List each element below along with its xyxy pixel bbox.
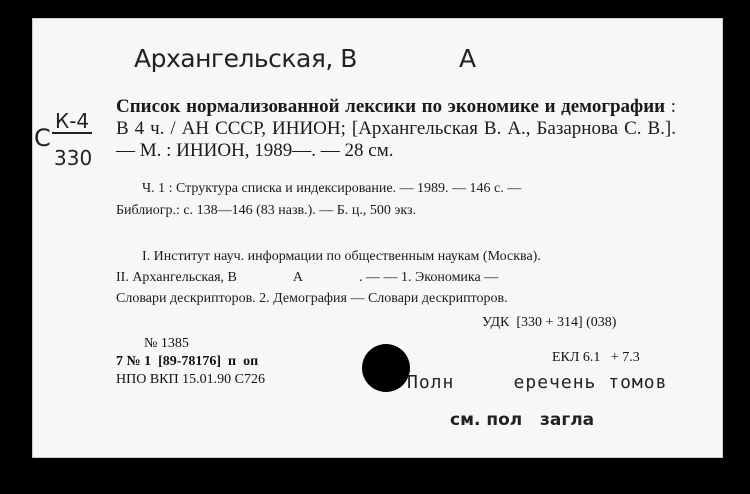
- handwritten-author: Архангельская, В: [134, 44, 357, 73]
- title-rest: : В 4 ч. / АН СССР, ИНИОН; [Архангельская В. А., Базарнова С. В.]. — М. : ИНИОН, 1989—. — 28 см.: [116, 96, 676, 161]
- ink-blot: [362, 344, 410, 392]
- card-number: № 1385: [144, 336, 189, 351]
- tracing-line-2: II. Архангельская, В А . — — 1. Экономика —: [116, 270, 499, 285]
- part-line-1: Ч. 1 : Структура списка и индексирование. — 1989. — 146 с. —: [142, 181, 522, 196]
- udk-code: УДК [330 + 314] (038): [482, 315, 617, 330]
- tracing-block: [116, 246, 676, 309]
- shelf-letter: С: [34, 124, 51, 152]
- stamp-line-1: Полн еречень томов: [407, 372, 668, 393]
- title-bold: Список нормализованной лексики по экономике и демографии: [116, 96, 666, 117]
- handwritten-letter: А: [459, 44, 477, 73]
- stamp-line-2: см. пол загла: [450, 410, 624, 430]
- tracing-line-3: Словари дескрипторов. 2. Демография — Словари дескрипторов.: [116, 291, 508, 306]
- ekl-code: ЕКЛ 6.1 + 7.3: [552, 350, 640, 365]
- shelf-code: К-4: [52, 110, 92, 134]
- print-line: НПО ВКП 15.01.90 С726: [116, 372, 265, 387]
- part-line-2: Библиогр.: с. 138—146 (83 назв.). — Б. ц., 500 экз.: [116, 203, 416, 218]
- part-description: [116, 178, 676, 222]
- shelf-number: 330: [54, 146, 93, 170]
- order-line: 7 № 1 [89-78176] п оп: [116, 354, 259, 369]
- tracing-line-1: I. Институт науч. информации по общественным наукам (Москва).: [142, 249, 541, 264]
- catalog-card: [32, 18, 723, 458]
- title-block: [116, 96, 676, 162]
